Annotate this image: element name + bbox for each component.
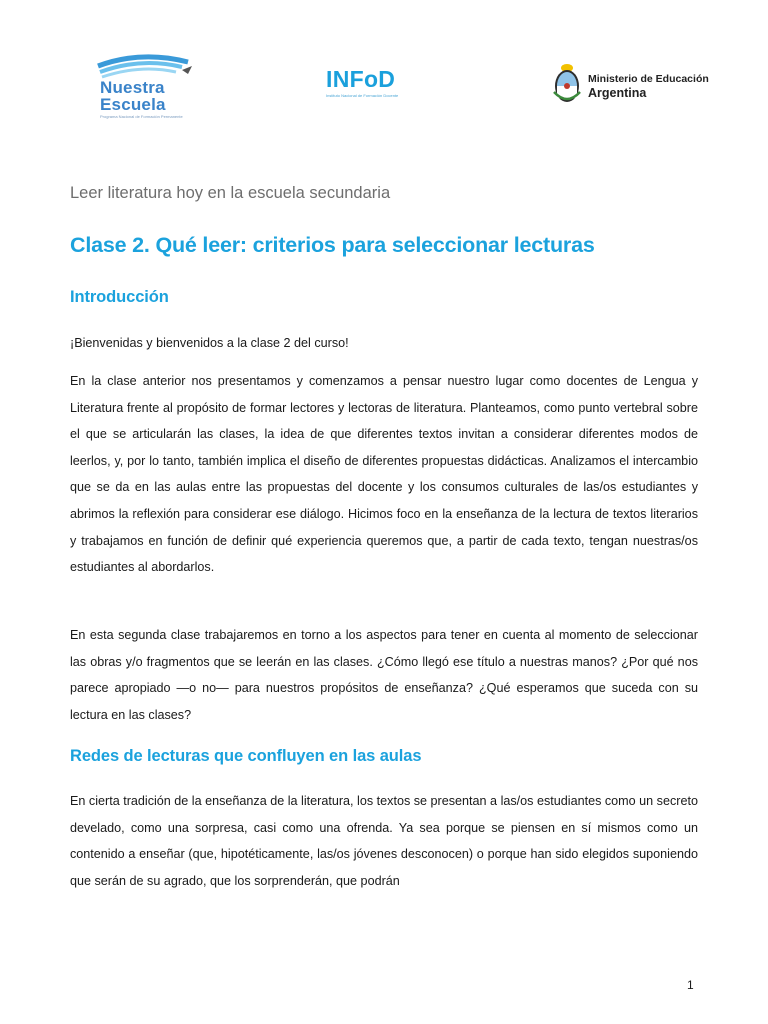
- page-number: 1: [687, 978, 694, 992]
- logo-word-escuela: Escuela: [100, 95, 166, 114]
- infod-wordmark: INFoD: [326, 66, 396, 92]
- course-title: Leer literatura hoy en la escuela secundaria: [70, 184, 391, 202]
- ministerio-name: Ministerio de Educación: [588, 73, 709, 85]
- paragraph-this-class: En esta segunda clase trabajaremos en torno a los aspectos para tener en cuenta al momento de seleccionar las obras y/o fragmentos que se leerán en las clases. ¿Cómo llegó ese título a nuestras manos? ¿Por qué nos parece apropiado —o no— para nuestros propósitos de enseñanza? ¿Qué esperamos que suceda con su lectura en las clases?: [70, 628, 698, 722]
- ministerio-country: Argentina: [588, 86, 647, 100]
- paragraph-redes: En cierta tradición de la enseñanza de la literatura, los textos se presentan a las/os estudiantes como un secreto develado, como una sorpresa, casi como una ofrenda. Ya sea porque se piensen en sí mismos como un contenido a enseñar (que, hipotéticamente, las/os jóvenes desconocen) o porque han sido elegidos suponiendo que serán de su agrado, que los sorprenderán, que podrán: [70, 794, 698, 888]
- nuestra-escuela-arcs-icon: [96, 52, 196, 80]
- argentina-shield-icon: [552, 62, 582, 104]
- class-title: Clase 2. Qué leer: criterios para seleccionar lecturas: [70, 233, 595, 257]
- section-heading-introduccion: Introducción: [70, 288, 169, 306]
- ministerio-logo: [552, 62, 712, 108]
- logo-tagline: Programa Nacional de Formación Permanente: [100, 114, 183, 119]
- paragraph-welcome: ¡Bienvenidas y bienvenidos a la clase 2 del curso!: [70, 336, 349, 350]
- infod-tagline: Instituto Nacional de Formación Docente: [326, 93, 399, 98]
- section-heading-redes: Redes de lecturas que confluyen en las aulas: [70, 747, 422, 765]
- logo-word-nuestra: Nuestra: [100, 78, 165, 97]
- infod-logo: [326, 66, 446, 106]
- nuestra-escuela-logo: [96, 52, 196, 122]
- paragraph-previous-class: En la clase anterior nos presentamos y comenzamos a pensar nuestro lugar como docentes de Lengua y Literatura frente al propósito de formar lectores y lectoras de literatura. Planteamos, como punto vertebral sobre el que se articularán las clases, la idea de que diferentes textos invitan a considerar diferentes modos de leerlos, y, por lo tanto, también implica el diseño de diferentes propuestas didácticas. Analizamos el intercambio que se da en las aulas entre las propuestas del docente y los consumos culturales de las/os estudiantes y abrimos la reflexión para considerar ese diálogo. Hicimos foco en la enseñanza de la lectura de textos literarios y trabajamos en función de definir qué experiencia queremos que, a partir de cada texto, tengan nuestras/os estudiantes al abordarlos.: [70, 374, 698, 575]
